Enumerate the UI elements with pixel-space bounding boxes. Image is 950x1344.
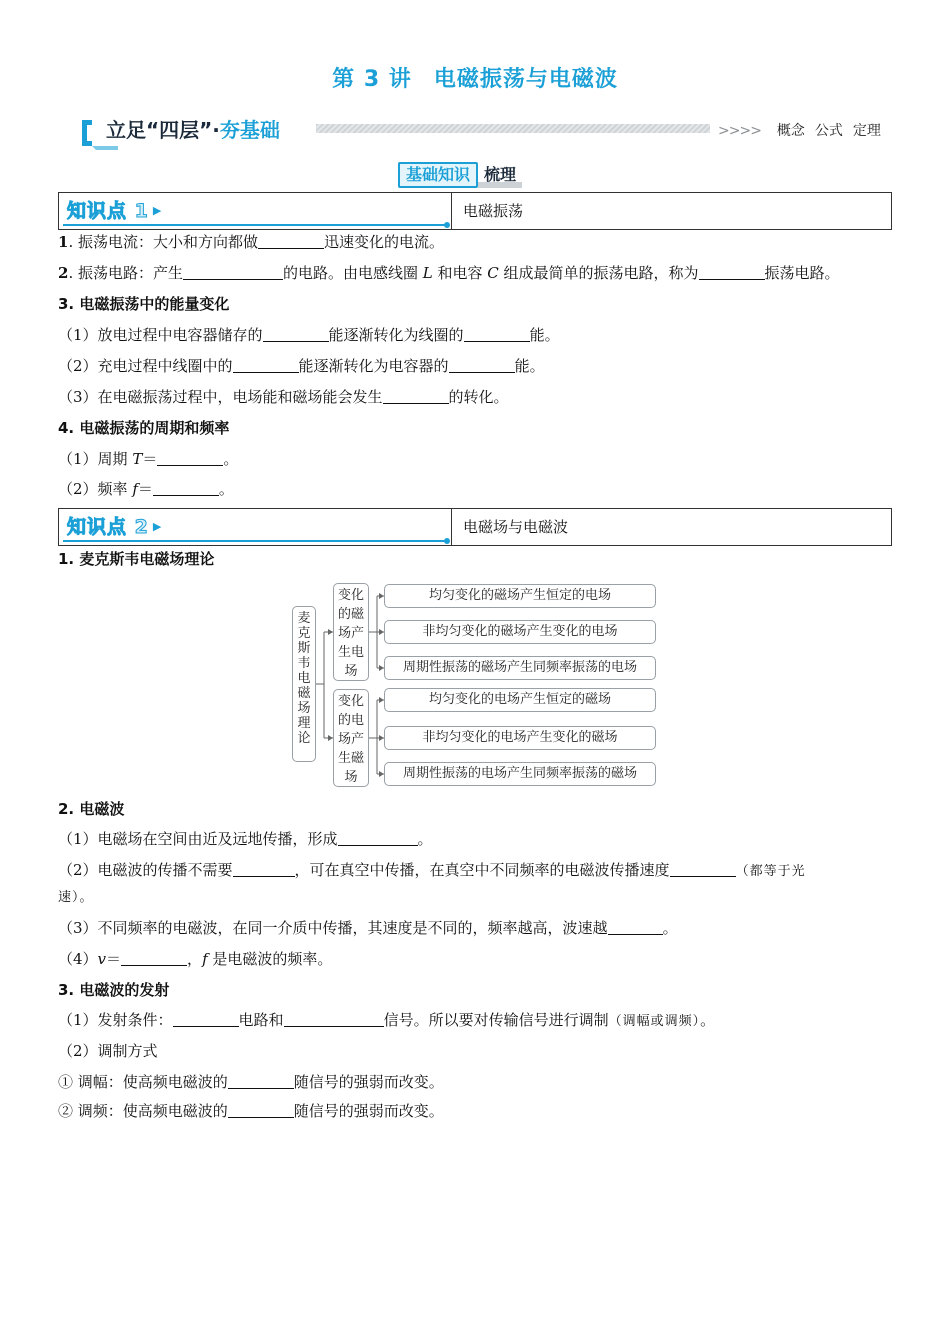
kp1-heading-energy: 3. 电磁振荡中的能量变化 [58, 295, 230, 313]
diagram-leaf: 周期性振荡的磁场产生同频率振荡的电场 [384, 656, 656, 680]
kp1-frequency: （2）频率 f＝ 。 [58, 480, 234, 498]
blank [228, 1103, 294, 1118]
kp2-wave-3: （3）不同频率的电磁波，在同一介质中传播，其速度是不同的，频率越高，波速越 。 [58, 919, 678, 937]
kp1-heading-period: 4. 电磁振荡的周期和频率 [58, 419, 230, 437]
kp2-wave-2: （2）电磁波的传播不需要 ，可在真空中传播，在真空中不同频率的电磁波传播速度 （都等于光 [58, 861, 806, 879]
chevrons-icon: >>>> [718, 123, 761, 139]
diagram-leaf: 均匀变化的电场产生恒定的磁场 [384, 688, 656, 712]
kp2-heading-maxwell: 1. 麦克斯韦电磁场理论 [58, 550, 215, 568]
diagram-root: 麦克斯韦电磁场理论 [292, 606, 316, 762]
banner-tag-theorem: 定理 [852, 123, 881, 139]
banner-title-prefix: 立足“四层” [106, 118, 213, 142]
kp1-name: 电磁振荡 [463, 202, 524, 220]
lecture-topic: 电磁振荡与电磁波 [433, 67, 618, 92]
diagram-branch-electric: 变化的电场产生磁场 [333, 689, 369, 787]
kp2-emit-1: （1）发射条件： 电路和 信号。所以要对传输信号进行调制（调幅或调频）。 [58, 1011, 716, 1029]
diagram-branch-magnetic: 变化的磁场产生电场 [333, 583, 369, 681]
kp1-line-2: 2. 振荡电路：产生 的电路。由电感线圈 L 和电容 C 组成最简单的振荡电路，称为 振荡电路。 [58, 264, 840, 282]
blank [233, 862, 295, 877]
kp2-heading-wave: 2. 电磁波 [58, 800, 125, 818]
blank [173, 1012, 239, 1027]
kp1-energy-1: （1）放电过程中电容器储存的 能逐渐转化为线圈的 能。 [58, 326, 560, 344]
blank [670, 862, 736, 877]
triangle-right-icon: ▶ [152, 520, 163, 533]
kp2-emit-am: ① 调幅：使高频电磁波的 随信号的强弱而改变。 [58, 1073, 444, 1091]
blank [121, 951, 187, 966]
banner-title-accent: 夯基础 [219, 118, 280, 142]
kp2-heading-emission: 3. 电磁波的发射 [58, 981, 170, 999]
kp2-name: 电磁场与电磁波 [463, 518, 569, 536]
banner-tag-formula: 公式 [814, 123, 843, 139]
diagram-leaf: 非均匀变化的磁场产生变化的电场 [384, 620, 656, 644]
kp1-energy-2: （2）充电过程中线圈中的 能逐渐转化为电容器的 能。 [58, 357, 545, 375]
triangle-right-icon: ▶ [152, 204, 163, 217]
blank [608, 920, 663, 935]
banner-tag-concept: 概念 [776, 123, 805, 139]
diagram-leaf: 周期性振荡的电场产生同频率振荡的磁场 [384, 762, 656, 786]
kp2-wave-4: （4）v＝ ，f 是电磁波的频率。 [58, 950, 333, 968]
kp2-emit-fm: ② 调频：使高频电磁波的 随信号的强弱而改变。 [58, 1102, 444, 1120]
section-tag-highlight: 基础知识 [398, 162, 478, 188]
kp2-wave-2-cont: 速）。 [58, 890, 94, 905]
kp1-line-1: 1. 振荡电流：大小和方向都做 迅速变化的电流。 [58, 233, 444, 251]
kp2-wave-1: （1）电磁场在空间由近及远地传播，形成 。 [58, 830, 433, 848]
kp1-badge: 知识点 1 ▶ [67, 200, 163, 222]
section-tag-plain: 梳理 [478, 162, 522, 188]
blank [228, 1074, 294, 1089]
banner-dot: · [212, 118, 220, 142]
lecture-number: 第 3 讲 [332, 67, 412, 92]
diagram-leaf: 均匀变化的磁场产生恒定的电场 [384, 584, 656, 608]
diagram-leaf: 非均匀变化的电场产生变化的磁场 [384, 726, 656, 750]
kp2-badge: 知识点 2 ▶ [67, 516, 163, 538]
kp1-period: （1）周期 T＝ 。 [58, 450, 239, 468]
blank [338, 831, 418, 846]
kp1-energy-3: （3）在电磁振荡过程中，电场能和磁场能会发生 的转化。 [58, 388, 509, 406]
kp2-emit-2: （2）调制方式 [58, 1042, 158, 1060]
blank [284, 1012, 384, 1027]
